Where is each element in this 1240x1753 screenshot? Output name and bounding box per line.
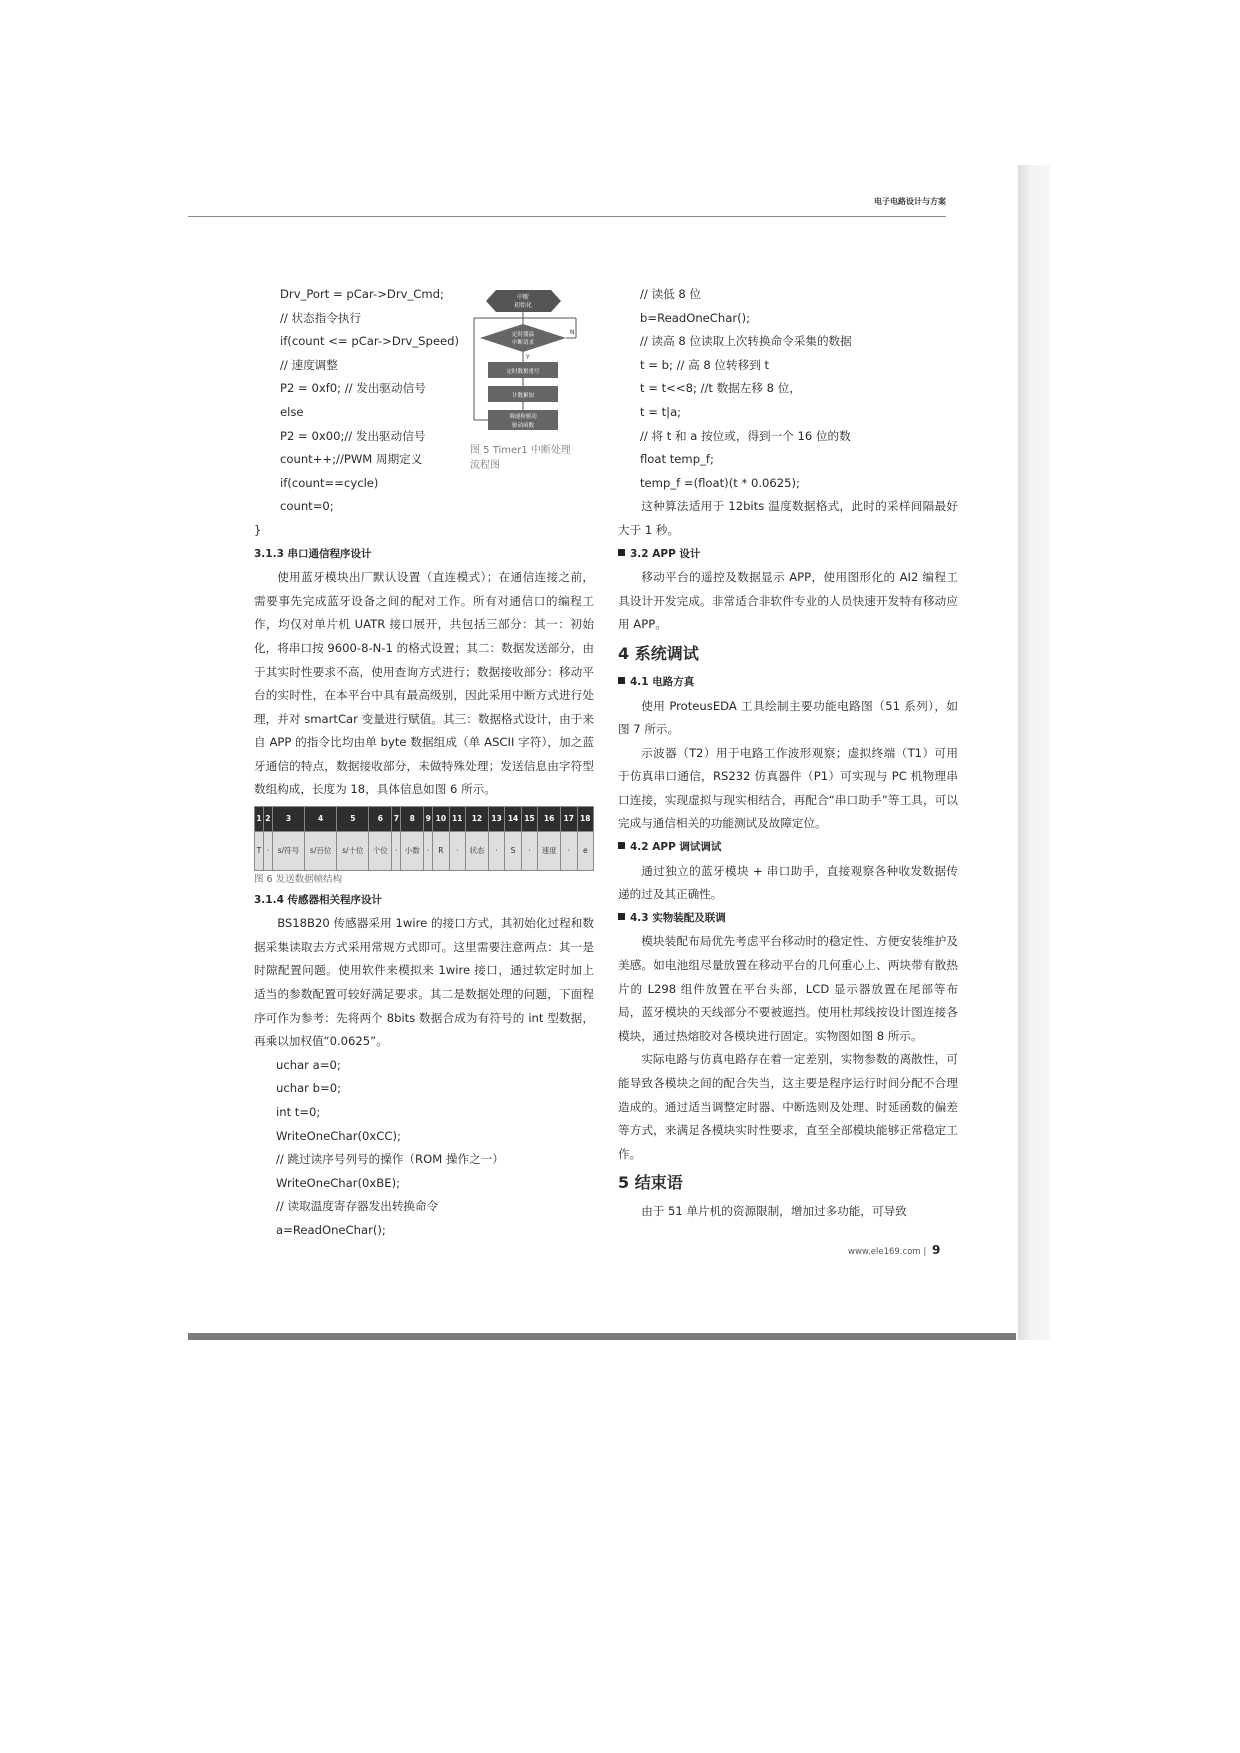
code-line: b=ReadOneChar(); (640, 310, 751, 325)
flow-decision-node (480, 324, 566, 352)
code-line: uchar b=0; (276, 1081, 341, 1096)
frame-index: 13 (488, 807, 504, 832)
frame-cell: 速度 (538, 831, 561, 870)
flow-step-drive-label-1: 调速和驱动 (509, 414, 537, 420)
section-42-title (618, 836, 958, 860)
section-43-title (618, 907, 958, 931)
frame-index: 4 (305, 807, 337, 832)
frame-cell: 个位 (369, 831, 392, 870)
frame-index: 11 (449, 807, 465, 832)
page-number: 9 (931, 1243, 941, 1257)
section-marker-icon (618, 913, 625, 920)
flow-step-rewrite-label: 定时数据重写 (506, 369, 540, 375)
flow-no-label: N (570, 329, 575, 336)
code-line: // 速度调整 (280, 357, 338, 372)
section-marker-icon (618, 549, 625, 556)
flow-decision-label-1: 定时器溢 (511, 332, 535, 338)
code-line: // 将 t 和 a 按位或，得到一个 16 位的数 (640, 428, 851, 443)
frame-index: 14 (505, 807, 521, 832)
frame-table-body-row (255, 831, 594, 870)
code-note: 这种算法适用于 12bits 温度数据格式，此时的采样间隔最好大于 1 秒。 (618, 499, 958, 537)
code-line: t = t|a; (640, 404, 682, 419)
code-line: t = b; // 高 8 位转移到 t (640, 357, 770, 372)
frame-index: 18 (577, 807, 594, 832)
flow-yes-label: Y (526, 354, 530, 361)
fig5-caption: 图 5 Timer1 中断处理流程图 (470, 445, 571, 471)
code-block-pwm (254, 283, 594, 543)
section-313-text: 使用蓝牙模块出厂默认设置（直连模式）；在通信连接之前，需要事先完成蓝牙设备之间的配对工作。所有对通信口的编程工作，均仅对单片机 UATR 接口展开，共包括三部分：其一：初始化，将串口按 9600-8-N-1 的格式设置；其二：数据发送部分，由于其实时性要求不高，使用查询方式进行；数据接收部分：移动平台的实时性，在本平台中具有最高级别，因此采用中断方式进行处理，并对 smartCar 变量进行赋值。其三：数据格式设计，由于来自 APP 的指令比均由单 byte 数据组成（单 ASCII 字符），加之蓝牙通信的特点，数据接收部分，未做特殊处理；发送信息由字符型数组构成，长度为 18，具体信息如图 6 所示。 (254, 570, 594, 797)
code-line: int t=0; (276, 1105, 321, 1119)
timer1-flowchart (466, 288, 581, 438)
flow-start-label-2: 初始化 (513, 302, 533, 309)
flow-start-label-1: 中断 (516, 294, 530, 301)
flow-step-drive-label-2: 驱动函数 (511, 423, 535, 429)
page-footer (848, 1243, 940, 1257)
section-43-text-1: 模块装配布局优先考虑平台移动时的稳定性、方便安装维护及美感。如电池组尽量放置在移动平台的几何重心上、两块带有散热片的 L298 组件放置在平台头部，LCD 显示器放置在尾部等布局，蓝牙模块的天线部分不要被遮挡。使用杜邦线按设计图连接各模块，通过热熔胶对各模块进行固定。实物图如图 8 所示。 (618, 934, 958, 1043)
page-bottom-shadow (188, 1333, 1016, 1340)
section-43-title-text: 4.3 实物装配及联调 (630, 911, 726, 924)
header-rule (188, 216, 946, 217)
chapter-5-text: 由于 51 单片机的资源限制，增加过多功能，可导致 (641, 1204, 907, 1219)
frame-cell: s/十位 (337, 831, 369, 870)
frame-index: 10 (433, 807, 449, 832)
frame-index: 17 (561, 807, 577, 832)
frame-index: 16 (538, 807, 561, 832)
frame-cell: e (577, 831, 594, 870)
frame-cell: · (263, 831, 272, 870)
code-line: P2 = 0x00;// 发出驱动信号 (280, 428, 426, 443)
footer-url: www.ele169.com (848, 1247, 921, 1257)
code-line: count++;//PWM 周期定义 (280, 452, 423, 467)
code-line: // 跳过读序号列号的操作（ROM 操作之一） (276, 1152, 504, 1167)
section-41-title (618, 671, 958, 695)
code-line: uchar a=0; (276, 1057, 341, 1072)
frame-cell: s/百位 (305, 831, 337, 870)
code-line: a=ReadOneChar(); (276, 1222, 386, 1237)
code-line: count=0; (280, 499, 334, 514)
frame-cell: · (521, 831, 537, 870)
section-314-text: BS18B20 传感器采用 1wire 的接口方式，其初始化过程和数据采集读取去方式采用常规方式即可。这里需要注意两点：其一是时隙配置问题。使用软件来模拟来 1wire 接口，通过软定时加上适当的参数配置可较好满足要求。其二是数据处理的问题，下面程序可作为参考：先将两个 8bits 数据合成为有符号的 int 型数据，再乘以加权值“0.0625”。 (254, 916, 594, 1049)
frame-cell: · (449, 831, 465, 870)
code-line: WriteOneChar(0xCC); (276, 1128, 401, 1143)
frame-cell: s/符号 (272, 831, 304, 870)
frame-cell: · (561, 831, 577, 870)
footer-separator: | (923, 1247, 927, 1257)
frame-index: 5 (337, 807, 369, 832)
section-32-title (618, 543, 958, 567)
frame-cell: R (433, 831, 449, 870)
chapter-5-title: 5 结束语 (618, 1173, 683, 1193)
code-line: Drv_Port = pCar->Drv_Cmd; (280, 287, 444, 301)
code-line: } (254, 522, 262, 537)
section-41-text-1: 使用 ProteusEDA 工具绘制主要功能电路图（51 系列），如图 7 所示。 (618, 698, 958, 737)
section-314-title: 3.1.4 传感器相关程序设计 (254, 893, 383, 906)
flow-step-count-label: 计数累加 (511, 393, 535, 399)
code-line: temp_f =(float)(t * 0.0625); (640, 475, 800, 490)
section-313-title: 3.1.3 串口通信程序设计 (254, 547, 372, 560)
frame-structure-table (254, 806, 594, 871)
code-line: // 状态指令执行 (280, 310, 362, 325)
flow-decision-label-2: 中断请求 (511, 340, 535, 346)
code-line: if(count==cycle) (280, 475, 379, 490)
magazine-page (188, 168, 1018, 1340)
frame-cell: · (488, 831, 504, 870)
frame-cell: 状态 (465, 831, 488, 870)
code-line: else (280, 404, 304, 419)
frame-cell: 小数 (401, 831, 424, 870)
code-line: t = t<<8; //t 数据左移 8 位， (640, 381, 801, 396)
frame-index: 7 (392, 807, 401, 832)
code-line: WriteOneChar(0xBE); (276, 1175, 400, 1190)
right-column (618, 283, 958, 1224)
section-41-title-text: 4.1 电路方真 (630, 675, 695, 688)
frame-index: 15 (521, 807, 537, 832)
section-42-text: 通过独立的蓝牙模块 + 串口助手，直接观察各种收发数据传递的过及其正确性。 (618, 863, 958, 902)
frame-index: 8 (401, 807, 424, 832)
section-43-text-2: 实际电路与仿真电路存在着一定差别，实物参数的离散性，可能导致各模块之间的配合失当，这主要是程序运行时间分配不合理造成的。通过适当调整定时器、中断选则及处理、时延函数的偏差等方式，来满足各模块实时性要求，直至全部模块能够正常稳定工作。 (618, 1052, 958, 1161)
frame-index: 2 (263, 807, 272, 832)
left-column (254, 283, 594, 1243)
section-32-title-text: 3.2 APP 设计 (630, 547, 701, 560)
code-line: if(count <= pCar->Drv_Speed) (280, 334, 460, 349)
frame-cell: T (255, 831, 264, 870)
code-line: // 读取温度寄存器发出转换命令 (276, 1199, 439, 1214)
section-marker-icon (618, 677, 625, 684)
running-header: 电子电路设计与方案 (874, 197, 946, 206)
frame-table-header-row (255, 807, 594, 832)
frame-index: 3 (272, 807, 304, 832)
page-edge-shadow (1018, 165, 1050, 1340)
frame-index: 12 (465, 807, 488, 832)
frame-index: 1 (255, 807, 264, 832)
fig6-caption: 图 6 发送数据帧结构 (254, 873, 343, 885)
code-line: // 读高 8 位读取上次转换命令采集的数据 (640, 334, 852, 349)
frame-index: 9 (424, 807, 433, 832)
section-42-title-text: 4.2 APP 调试调试 (630, 841, 722, 854)
code-line: P2 = 0xf0; // 发出驱动信号 (280, 381, 426, 396)
code-line: // 读低 8 位 (640, 287, 702, 301)
frame-cell: · (392, 831, 401, 870)
section-marker-icon (618, 842, 625, 849)
frame-cell: · (424, 831, 433, 870)
section-41-text-2: 示波器（T2）用于电路工作波形观察；虚拟终端（T1）可用于仿真串口通信，RS232 仿真器件（P1）可实现与 PC 机物理串口连接，实现虚拟与现实相结合，再配合“串口助手”等工具，可以完成与通信相关的功能测试及故障定位。 (618, 745, 958, 831)
frame-index: 6 (369, 807, 392, 832)
chapter-4-title: 4 系统调试 (618, 643, 699, 663)
code-line: float temp_f; (640, 452, 714, 467)
frame-cell: S (505, 831, 521, 870)
section-32-text: 移动平台的遥控及数据显示 APP，使用图形化的 AI2 编程工具设计开发完成。非常适合非软件专业的人员快速开发特有移动应用 APP。 (618, 570, 958, 632)
